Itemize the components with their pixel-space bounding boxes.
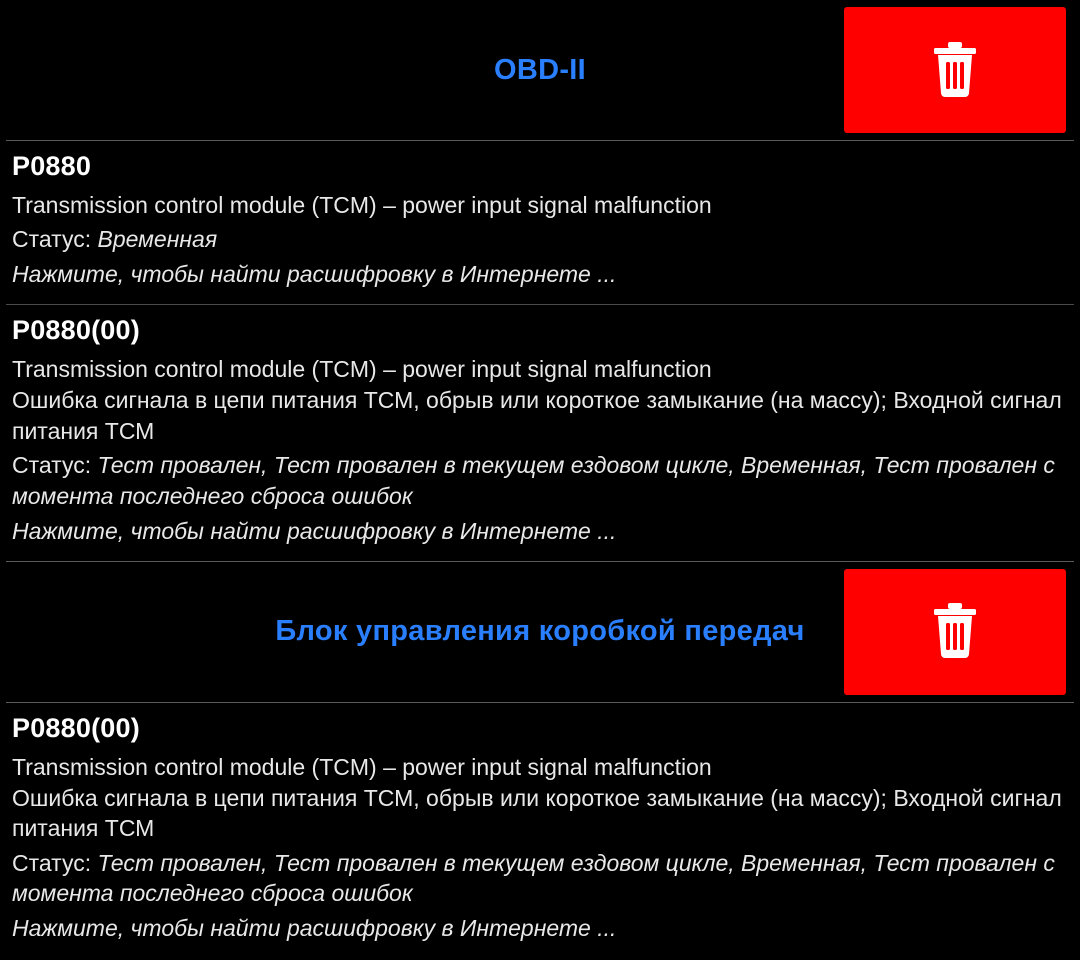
dtc-status-label: Статус: <box>12 226 92 253</box>
delete-codes-button[interactable] <box>844 7 1066 133</box>
dtc-entry[interactable] <box>0 703 1080 959</box>
dtc-code: P0880(00) <box>12 314 140 345</box>
dtc-status <box>12 450 1068 512</box>
dtc-status-label: Статус: <box>12 452 92 479</box>
dtc-code: P0880 <box>12 151 92 181</box>
dtc-entry[interactable] <box>0 141 1080 304</box>
dtc-description-en: Transmission control module (TCM) – power input signal malfunction <box>12 753 712 780</box>
dtc-entry[interactable] <box>0 305 1080 561</box>
dtc-description-en: Transmission control module (TCM) – power input signal malfunction <box>12 192 712 218</box>
group-header-tcm <box>0 562 1080 702</box>
dtc-status-value: Тест провален, Тест провален в текущем ездовом цикле, Временная, Тест провален с момента последнего сброса ошибок <box>12 452 1055 509</box>
group-header-obd-ii <box>0 0 1080 140</box>
dtc-search-hint[interactable]: Нажмите, чтобы найти расшифровку в Интернете ... <box>12 915 617 942</box>
group-title: OBD-II <box>493 53 586 86</box>
dtc-search-hint[interactable]: Нажмите, чтобы найти расшифровку в Интернете ... <box>12 261 617 288</box>
dtc-status <box>12 224 1068 255</box>
trash-icon <box>932 602 978 661</box>
dtc-description-en: Transmission control module (TCM) – power input signal malfunction <box>12 355 712 382</box>
dtc-description-ru: Ошибка сигнала в цепи питания ТСМ, обрыв или короткое замыкание (на массу); Входной сигнал питания ТСМ <box>12 784 1062 842</box>
dtc-status <box>12 848 1068 910</box>
group-title: Блок управления коробкой передач <box>275 615 805 647</box>
dtc-search-hint[interactable]: Нажмите, чтобы найти расшифровку в Интернете ... <box>12 517 617 544</box>
dtc-description-ru: Ошибка сигнала в цепи питания ТСМ, обрыв или короткое замыкание (на массу); Входной сигнал питания ТСМ <box>12 387 1062 444</box>
delete-codes-button[interactable] <box>844 569 1066 695</box>
dtc-status-value: Тест провален, Тест провален в текущем ездовом цикле, Временная, Тест провален с момента последнего сброса ошибок <box>12 849 1055 907</box>
dtc-status-value: Временная <box>97 226 218 253</box>
dtc-status-label: Статус: <box>12 849 92 876</box>
trash-icon <box>932 41 978 100</box>
dtc-code: P0880(00) <box>12 712 140 743</box>
